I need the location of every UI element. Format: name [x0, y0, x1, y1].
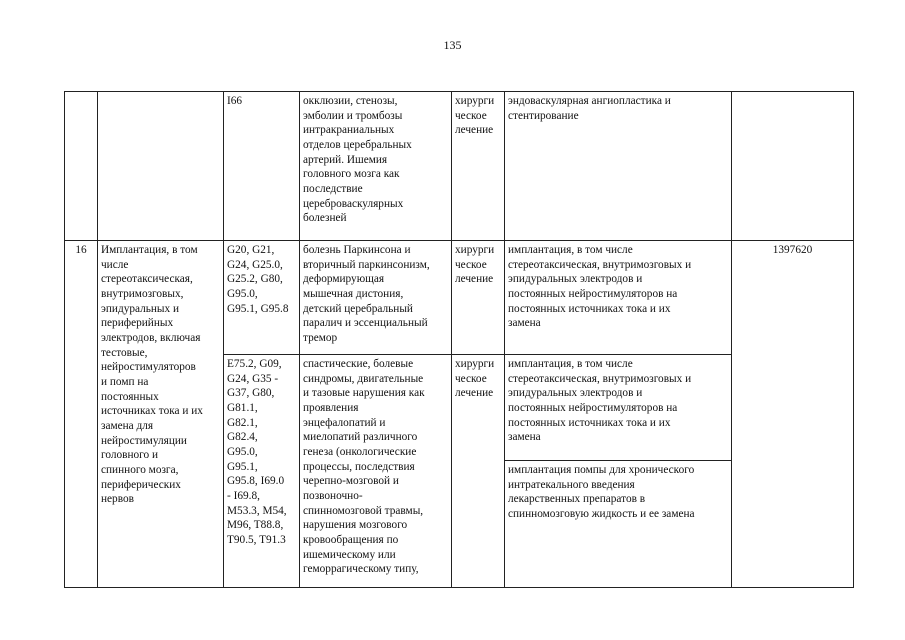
icd-code: E75.2, G09,: [227, 358, 282, 370]
model-line: паралич и эссенциальный: [303, 317, 428, 330]
icd-code: M96, T88.8,: [227, 519, 284, 532]
method-line: стереотаксическая, внутримозговых и: [508, 372, 692, 385]
icd-codes-cell: [224, 355, 300, 588]
care-type-line: тестовые,: [101, 346, 148, 359]
model-line: энцефалопатий и: [303, 416, 386, 429]
care-type-line: электродов, включая: [101, 332, 201, 345]
model-line: миелопатий различного: [303, 431, 418, 444]
treatment-line: ческое: [455, 109, 487, 122]
care-type-line: постоянных: [101, 390, 159, 403]
model-line: и тазовые нарушения как: [303, 387, 425, 400]
icd-code: G24, G35 -: [227, 372, 279, 385]
treatment-method-cell: [505, 92, 732, 241]
care-type-line: нейростимуляции: [101, 434, 187, 447]
icd-code: G95.0,: [227, 446, 258, 459]
care-type-line: спинного мозга,: [101, 464, 179, 477]
icd-code: G20, G21,: [227, 244, 275, 256]
method-line: имплантация, в том числе: [508, 244, 633, 256]
icd-code: G82.1,: [227, 416, 258, 429]
icd-code: G95.1,: [227, 460, 258, 473]
method-line: замена: [508, 431, 541, 444]
treatment-line: лечение: [455, 273, 494, 286]
page-number: 135: [443, 38, 462, 52]
icd-code: G81.1,: [227, 402, 258, 415]
row-number-cell: 16: [65, 241, 98, 588]
treatment-line: хирурги: [455, 358, 495, 370]
method-line: постоянных нейростимуляторов на: [508, 402, 678, 415]
care-type-line: стереотаксическая,: [101, 273, 193, 286]
patient-model-cell: [300, 355, 452, 588]
care-type-line: Имплантация, в том: [101, 244, 198, 256]
model-line: генеза (онкологические: [303, 446, 417, 459]
care-type-line: нервов: [101, 493, 134, 506]
model-line: синдромы, двигательные: [303, 372, 424, 385]
treatment-type-cell: [452, 241, 505, 355]
model-line: спинномозговой травмы,: [303, 504, 424, 517]
icd-code: G24, G25.0,: [227, 258, 283, 271]
table-row: [65, 92, 854, 241]
treatment-method-cell: [505, 241, 732, 355]
model-line: нарушения мозгового: [303, 519, 408, 532]
icd-codes-cell: [224, 241, 300, 355]
model-line: головного мозга как: [303, 168, 400, 181]
care-type-line: замена для: [101, 420, 154, 433]
model-line: проявления: [303, 402, 359, 415]
method-line: стентирование: [508, 109, 579, 122]
treatment-type-cell: [452, 355, 505, 588]
model-line: процессы, последствия: [303, 460, 415, 473]
care-type-cell: [98, 92, 224, 241]
method-line: интратекального введения: [508, 478, 635, 491]
treatment-line: хирурги: [455, 95, 495, 107]
treatment-method-cell: [505, 355, 732, 461]
method-line: эпидуральных электродов и: [508, 273, 643, 286]
method-line: лекарственных препаратов в: [508, 493, 646, 506]
price-cell: 1397620: [732, 241, 854, 588]
care-type-line: источниках тока и их: [101, 405, 203, 418]
icd-code: G82.4,: [227, 431, 258, 444]
care-type-line: периферических: [101, 478, 181, 491]
model-line: деформирующая: [303, 273, 385, 286]
care-type-line: головного и: [101, 449, 159, 462]
method-line: постоянных нейростимуляторов на: [508, 288, 678, 301]
treatment-line: ческое: [455, 258, 487, 271]
model-line: ишемическому или: [303, 548, 396, 561]
model-line: позвоночно-: [303, 490, 363, 503]
method-line: эпидуральных электродов и: [508, 387, 643, 400]
method-line: постоянных источниках тока и их: [508, 302, 671, 315]
table-row: [65, 241, 854, 355]
method-line: стереотаксическая, внутримозговых и: [508, 258, 692, 271]
care-type-cell: [98, 241, 224, 588]
method-line: имплантация, в том числе: [508, 358, 633, 370]
care-type-line: внутримозговых,: [101, 288, 184, 301]
model-line: отделов церебральных: [303, 139, 412, 152]
model-line: кровообращения по: [303, 534, 399, 547]
treatment-line: лечение: [455, 387, 494, 400]
model-line: артерий. Ишемия: [303, 153, 388, 166]
medical-care-table: [64, 91, 854, 588]
icd-code: G95.0,: [227, 288, 258, 301]
method-line: имплантация помпы для хронического: [508, 464, 695, 476]
care-type-line: периферийных: [101, 317, 174, 330]
method-line: замена: [508, 317, 541, 330]
icd-code: G95.1, G95.8: [227, 302, 289, 315]
model-line: болезней: [303, 212, 347, 225]
model-line: болезнь Паркинсона и: [303, 244, 411, 256]
model-line: последствие: [303, 183, 363, 196]
model-line: детский церебральный: [303, 302, 413, 315]
model-line: черепно-мозговой и: [303, 475, 399, 488]
price-cell: [732, 92, 854, 241]
care-type-line: нейростимуляторов: [101, 361, 196, 374]
method-line: эндоваскулярная ангиопластика и: [508, 95, 671, 107]
icd-code: - I69.8,: [227, 490, 260, 503]
icd-codes-cell: [224, 92, 300, 241]
model-line: цереброваскулярных: [303, 197, 404, 210]
model-line: вторичный паркинсонизм,: [303, 258, 430, 271]
model-line: окклюзии, стенозы,: [303, 95, 398, 107]
model-line: спастические, болевые: [303, 358, 414, 370]
icd-code: G37, G80,: [227, 387, 275, 400]
treatment-method-cell: [505, 461, 732, 588]
icd-code: T90.5, T91.3: [227, 534, 286, 547]
care-type-line: эпидуральных и: [101, 302, 180, 315]
treatment-line: ческое: [455, 372, 487, 385]
treatment-line: лечение: [455, 124, 494, 137]
icd-code: M53.3, M54,: [227, 504, 287, 517]
model-line: мышечная дистония,: [303, 288, 404, 301]
icd-code: G25.2, G80,: [227, 273, 283, 286]
treatment-type-cell: [452, 92, 505, 241]
icd-code: I66: [227, 95, 243, 107]
model-line: тремор: [303, 332, 338, 345]
model-line: геморрагическому типу,: [303, 563, 419, 576]
method-line: спинномозговую жидкость и ее замена: [508, 508, 695, 521]
model-line: эмболии и тромбозы: [303, 109, 403, 122]
care-type-line: и помп на: [101, 376, 149, 389]
treatment-line: хирурги: [455, 244, 495, 256]
patient-model-cell: [300, 92, 452, 241]
patient-model-cell: [300, 241, 452, 355]
model-line: интракраниальных: [303, 124, 395, 137]
method-line: постоянных источниках тока и их: [508, 416, 671, 429]
care-type-line: числе: [101, 258, 129, 271]
row-number-cell: [65, 92, 98, 241]
icd-code: G95.8, I69.0: [227, 475, 285, 488]
